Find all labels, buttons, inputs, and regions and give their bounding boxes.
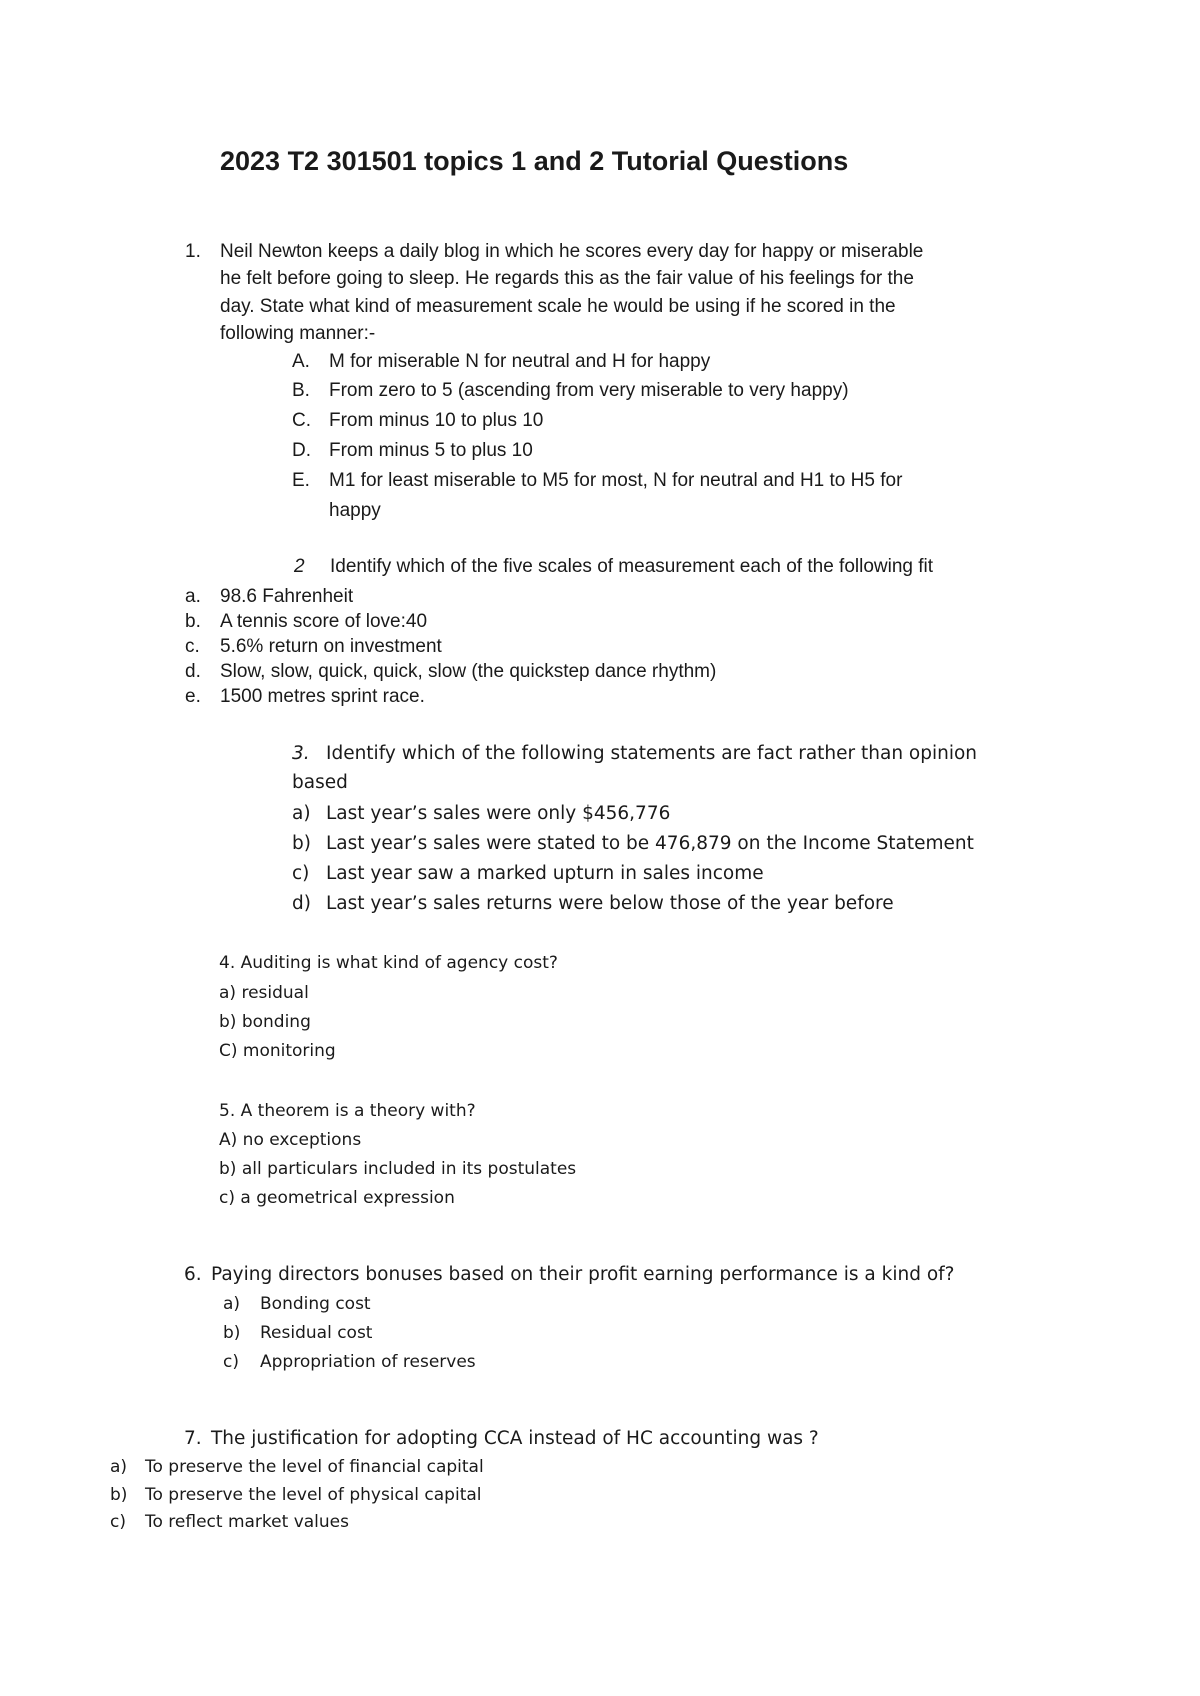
- q2-option-c-text: 5.6% return on investment: [220, 636, 442, 657]
- q1-option-d-label: D.: [292, 440, 311, 461]
- q3-text-line-1: Identify which of the following statements are fact rather than opinion: [326, 743, 978, 764]
- q5-option-c: c) a geometrical expression: [219, 1188, 455, 1208]
- q5-option-b: b) all particulars included in its postulates: [219, 1159, 577, 1179]
- q7-option-c-label: c): [110, 1512, 126, 1532]
- q2-option-b-text: A tennis score of love:40: [220, 611, 428, 632]
- q6-option-c-label: c): [223, 1352, 239, 1372]
- q6-option-b-label: b): [223, 1323, 241, 1343]
- q1-option-e-text-cont: happy: [329, 500, 381, 521]
- q1-option-e-text: M1 for least miserable to M5 for most, N for neutral and H1 to H5 for: [329, 470, 903, 491]
- q3-number: 3.: [292, 743, 310, 764]
- q5-option-a: A) no exceptions: [219, 1130, 362, 1150]
- q1-option-c-text: From minus 10 to plus 10: [329, 410, 544, 431]
- q3-text-line-2: based: [292, 772, 348, 793]
- q3-option-b-label: b): [292, 833, 311, 854]
- q1-text-line-2: he felt before going to sleep. He regards this as the fair value of his feelings for the: [220, 268, 914, 289]
- q3-option-d-text: Last year’s sales returns were below those of the year before: [326, 893, 894, 914]
- q1-text-line-4: following manner:-: [220, 323, 376, 344]
- q2-option-d-text: Slow, slow, quick, quick, slow (the quickstep dance rhythm): [220, 661, 717, 682]
- q6-text: Paying directors bonuses based on their profit earning performance is a kind of?: [211, 1264, 955, 1285]
- q1-option-b-text: From zero to 5 (ascending from very miserable to very happy): [329, 380, 849, 401]
- q7-option-a-text: To preserve the level of financial capital: [145, 1457, 484, 1477]
- q6-option-a-text: Bonding cost: [260, 1294, 371, 1314]
- q1-option-d-text: From minus 5 to plus 10: [329, 440, 533, 461]
- q1-option-a-label: A.: [292, 351, 310, 372]
- q1-option-c-label: C.: [292, 410, 311, 431]
- q4-option-a: a) residual: [219, 983, 309, 1003]
- q2-option-a-label: a.: [185, 586, 201, 607]
- q2-option-e-label: e.: [185, 686, 201, 707]
- q2-option-d-label: d.: [185, 661, 201, 682]
- q6-option-a-label: a): [223, 1294, 241, 1314]
- q3-option-c-text: Last year saw a marked upturn in sales income: [326, 863, 764, 884]
- q6-option-c-text: Appropriation of reserves: [260, 1352, 476, 1372]
- q7-text: The justification for adopting CCA instead of HC accounting was ?: [211, 1428, 819, 1449]
- q5-question: 5. A theorem is a theory with?: [219, 1101, 476, 1121]
- q1-text-line-1: Neil Newton keeps a daily blog in which he scores every day for happy or miserable: [220, 241, 924, 262]
- q2-option-e-text: 1500 metres sprint race.: [220, 686, 425, 707]
- q6-number: 6.: [184, 1264, 202, 1285]
- q1-option-e-label: E.: [292, 470, 310, 491]
- q4-option-c: C) monitoring: [219, 1041, 336, 1061]
- document-title: 2023 T2 301501 topics 1 and 2 Tutorial Questions: [220, 146, 849, 176]
- q7-number: 7.: [184, 1428, 202, 1449]
- q7-option-b-text: To preserve the level of physical capital: [145, 1485, 482, 1505]
- q2-option-a-text: 98.6 Fahrenheit: [220, 586, 354, 607]
- q1-option-b-label: B.: [292, 380, 310, 401]
- q4-option-b: b) bonding: [219, 1012, 311, 1032]
- q6-option-b-text: Residual cost: [260, 1323, 373, 1343]
- q3-option-b-text: Last year’s sales were stated to be 476,879 on the Income Statement: [326, 833, 974, 854]
- q2-number: 2: [294, 556, 305, 577]
- q7-option-c-text: To reflect market values: [145, 1512, 349, 1532]
- q4-question: 4. Auditing is what kind of agency cost?: [219, 953, 558, 973]
- q2-option-c-label: c.: [185, 636, 200, 657]
- q1-number: 1.: [185, 241, 201, 262]
- q3-option-c-label: c): [292, 863, 310, 884]
- q2-option-b-label: b.: [185, 611, 201, 632]
- q7-option-a-label: a): [110, 1457, 128, 1477]
- q3-option-a-text: Last year’s sales were only $456,776: [326, 803, 671, 824]
- q3-option-d-label: d): [292, 893, 311, 914]
- q3-option-a-label: a): [292, 803, 311, 824]
- q1-text-line-3: day. State what kind of measurement scale he would be using if he scored in the: [220, 296, 896, 317]
- q1-option-a-text: M for miserable N for neutral and H for happy: [329, 351, 711, 372]
- q2-text: Identify which of the five scales of measurement each of the following fit: [330, 556, 934, 577]
- q7-option-b-label: b): [110, 1485, 128, 1505]
